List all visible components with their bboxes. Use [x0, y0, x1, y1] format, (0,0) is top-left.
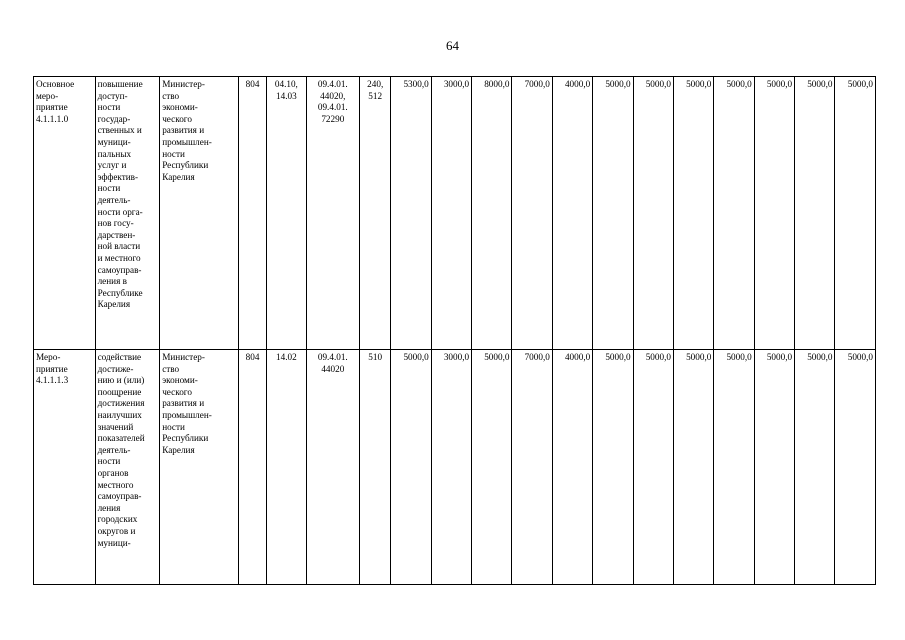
- value-cell: 5000,0: [391, 350, 431, 585]
- csr-cell: 09.4.01. 44020: [306, 350, 360, 585]
- value-cell: 5000,0: [593, 77, 633, 350]
- value-cell: 5000,0: [673, 77, 713, 350]
- value-cell: 5000,0: [673, 350, 713, 585]
- grbs-cell: 804: [238, 350, 266, 585]
- value-cell: 3000,0: [431, 350, 471, 585]
- vr-cell: 510: [360, 350, 391, 585]
- value-cell: 5000,0: [472, 350, 512, 585]
- value-cell: 5000,0: [593, 350, 633, 585]
- page-number: 64: [446, 38, 459, 53]
- value-cell: 4000,0: [552, 350, 592, 585]
- rzpr-cell: 04.10, 14.03: [267, 77, 306, 350]
- budget-table: [33, 76, 876, 585]
- value-cell: 5000,0: [633, 77, 673, 350]
- value-cell: 5000,0: [714, 77, 754, 350]
- value-cell: 5300,0: [391, 77, 431, 350]
- item-cell: Основное меро- приятие 4.1.1.1.0: [34, 77, 96, 350]
- table-row: [34, 77, 876, 350]
- name-cell: содействие достиже- нию и (или) поощрение достижения наилучших значений показателей деятель- ности органов местного самоуправ- ления городских округов и муници-: [95, 350, 160, 585]
- value-cell: 5000,0: [835, 350, 876, 585]
- value-cell: 3000,0: [431, 77, 471, 350]
- grbs-cell: 804: [238, 77, 266, 350]
- name-cell: повышение доступ- ности государ- ственных и муници- пальных услуг и эффектив- ности деятель- ности орга- нов госу- дарствен- ной власти и местного самоуправ- ления в Республике Карелия: [95, 77, 160, 350]
- vr-cell: 240, 512: [360, 77, 391, 350]
- value-cell: 4000,0: [552, 77, 592, 350]
- value-cell: 7000,0: [512, 350, 552, 585]
- value-cell: 5000,0: [633, 350, 673, 585]
- value-cell: 5000,0: [754, 77, 794, 350]
- executor-cell: Министер- ство экономи- ческого развития и промышлен- ности Республики Карелия: [160, 350, 239, 585]
- value-cell: 5000,0: [795, 77, 835, 350]
- rzpr-cell: 14.02: [267, 350, 306, 585]
- item-cell: Меро- приятие 4.1.1.1.3: [34, 350, 96, 585]
- value-cell: 5000,0: [754, 350, 794, 585]
- csr-cell: 09.4.01. 44020, 09.4.01. 72290: [306, 77, 360, 350]
- value-cell: 8000,0: [472, 77, 512, 350]
- executor-cell: Министер- ство экономи- ческого развития и промышлен- ности Республики Карелия: [160, 77, 239, 350]
- table-row: [34, 350, 876, 585]
- value-cell: 5000,0: [835, 77, 876, 350]
- value-cell: 5000,0: [795, 350, 835, 585]
- value-cell: 7000,0: [512, 77, 552, 350]
- value-cell: 5000,0: [714, 350, 754, 585]
